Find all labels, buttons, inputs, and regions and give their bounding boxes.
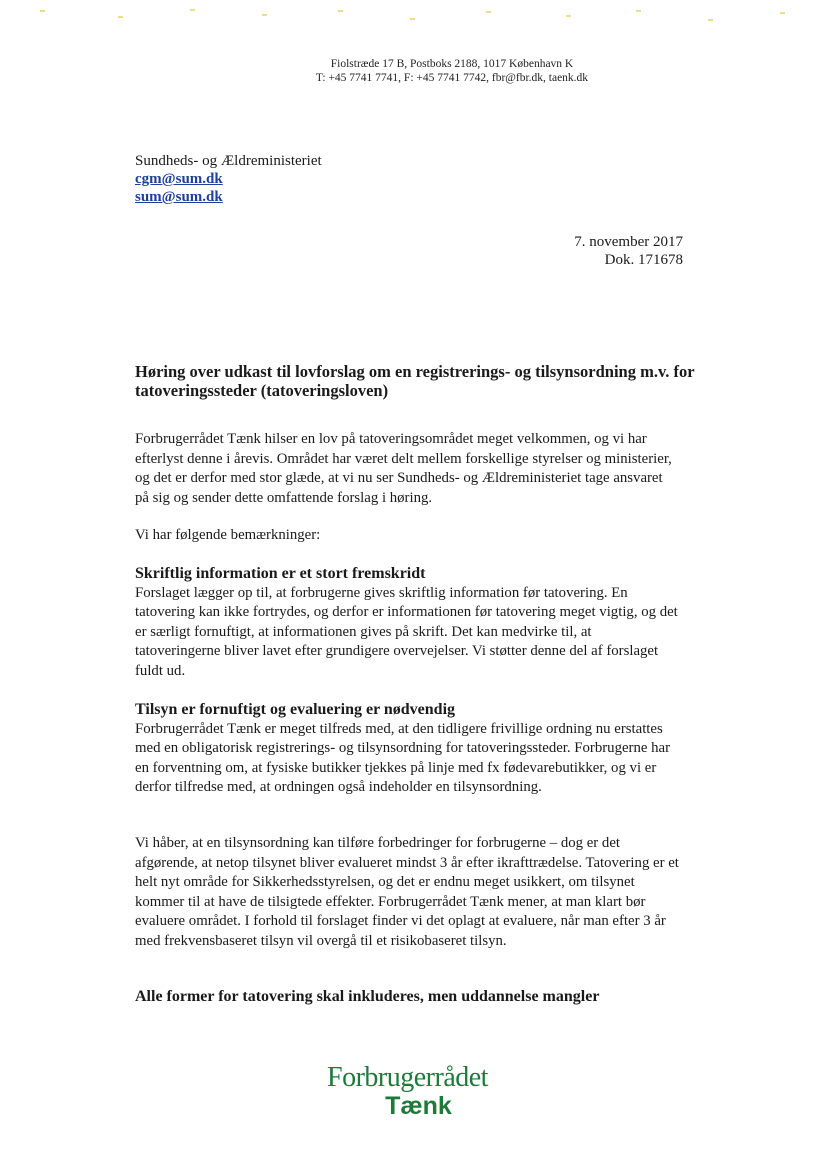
logo-line-1: Forbrugerrådet	[327, 1062, 488, 1093]
logo-line-2: Tænk	[385, 1092, 452, 1120]
remarks-lead-text: Vi har følgende bemærkninger:	[135, 527, 321, 543]
intro-paragraph	[135, 430, 680, 508]
date-block	[574, 233, 683, 269]
organization-logo	[310, 1063, 505, 1120]
recipient-email-link-2[interactable]: sum@sum.dk	[135, 189, 223, 205]
section-text: Forslaget lægger op til, at forbrugerne gives skriftlig information før tatovering. En tatovering kan ikke fortrydes, og derfor er informationen før tatovering meget vigtig, og det er særligt fornuftigt, at informationen gives på skrift. Det kan medvirke til, at tatoveringerne bliver lavet efter grundigere overvejelser. Vi støtter denne del af forslaget fuldt ud.	[135, 584, 678, 679]
section-tattoo-forms	[135, 987, 680, 1007]
section-heading: Tilsyn er fornuftigt og evaluering er nødvendig	[135, 701, 456, 718]
section-text: Forbrugerrådet Tænk er meget tilfreds med, at den tidligere frivillige ordning nu erstattes med en obligatorisk registrerings- og tilsynsordning for tatoveringssteder. Forbrugerne har en forventning om, at fysiske butikker tjekkes på linje med fx fødevarebutikker, og vi er derfor tilfredse med, at ordningen også indeholder en tilsynsordning.	[135, 720, 671, 795]
recipient-block	[135, 152, 322, 206]
remarks-lead	[135, 526, 680, 546]
section-heading: Alle former for tatovering skal inkluderes, men uddannelse mangler	[135, 988, 600, 1005]
recipient-email-link-1[interactable]: cgm@sum.dk	[135, 171, 223, 187]
section-heading: Skriftlig information er et stort fremskridt	[135, 565, 426, 582]
intro-text: Forbrugerrådet Tænk hilser en lov på tatoveringsområdet meget velkommen, og vi har efterlyst denne i årevis. Området har været delt mellem forskellige styrelser og ministerier, og det er derfor med stor glæde, at vi nu ser Sundheds- og Ældreministeriet tage ansvaret på sig og sender dette omfattende forslag i høring.	[135, 431, 672, 506]
scan-specks	[0, 6, 828, 26]
document-number: Dok. 171678	[604, 252, 683, 268]
letter-date: 7. november 2017	[574, 234, 683, 250]
letter-title: Høring over udkast til lovforslag om en registrerings- og tilsynsordning m.v. for tatoveringssteder (tatoveringsloven)	[135, 362, 695, 400]
section-supervision-continued	[135, 834, 680, 951]
contact-line: T: +45 7741 7741, F: +45 7741 7742, fbr@fbr.dk, taenk.dk	[315, 72, 589, 84]
letterhead-address	[282, 57, 622, 85]
address-line: Fiolstræde 17 B, Postboks 2188, 1017 København K	[330, 58, 574, 70]
recipient-name: Sundheds- og Ældreministeriet	[135, 153, 322, 169]
section-text: Vi håber, at en tilsynsordning kan tilføre forbedringer for forbrugerne – dog er det afgørende, at netop tilsynet bliver evalueret mindst 3 år efter ikrafttrædelse. Tatovering er et helt nyt område for Sikkerhedsstyrelsen, og det er endnu meget usikkert, om tilsynet kommer til at have de tilsigtede effekter. Forbrugerrådet Tænk mener, at man klart bør evaluere området. I forhold til forslaget finder vi det oplagt at evaluere, når man efter 3 år med frekvensbaseret tilsyn vil overgå til et risikobaseret tilsyn.	[135, 835, 679, 949]
section-supervision	[135, 700, 680, 798]
section-written-information	[135, 564, 680, 681]
